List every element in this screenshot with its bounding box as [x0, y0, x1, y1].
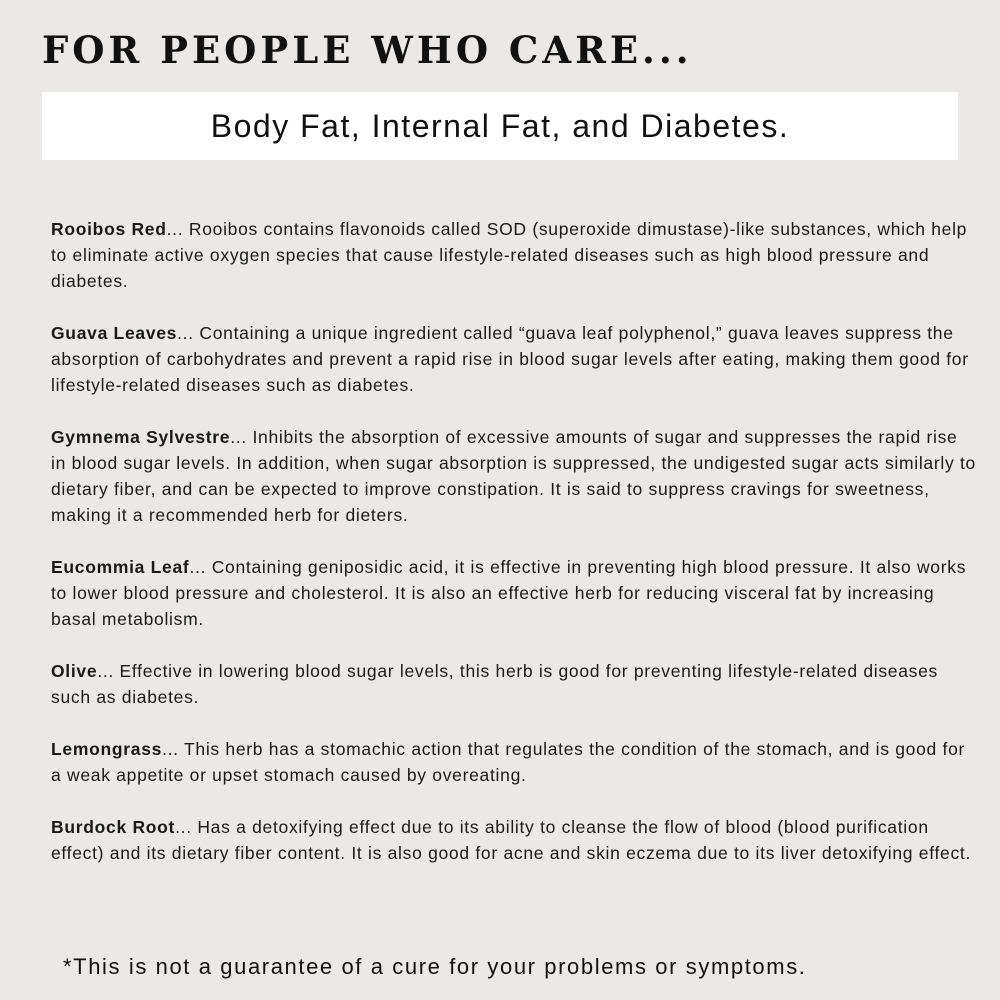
herb-entry-olive: [51, 658, 976, 710]
herb-name: Guava Leaves: [51, 323, 178, 343]
herb-description: ... Inhibits the absorption of excessive amounts of sugar and suppresses the rapid rise in blood sugar levels. In addition, when sugar absorption is suppressed, the undigested sugar acts similarly to dietary fiber, and can be expected to improve constipation. It is said to suppress cravings for sweetness, making it a recommended herb for dieters.: [51, 427, 976, 525]
herb-entry-lemongrass: [51, 736, 976, 788]
herb-entry-burdock-root: [51, 814, 976, 866]
herb-list: [51, 216, 976, 892]
herb-description: ... Rooibos contains flavonoids called SOD (superoxide dimustase)-like substances, which help to eliminate active oxygen species that cause lifestyle-related diseases such as high blood pressure and diabetes.: [51, 219, 968, 291]
herb-description: ... This herb has a stomachic action that regulates the condition of the stomach, and is good for a weak appetite or upset stomach caused by overeating.: [51, 739, 966, 785]
herb-name: Burdock Root: [51, 817, 176, 837]
herb-description: ... Containing a unique ingredient called “guava leaf polyphenol,” guava leaves suppress the absorption of carbohydrates and prevent a rapid rise in blood sugar levels after eating, making them good for lifestyle-related diseases such as diabetes.: [51, 323, 969, 395]
herb-description: ... Containing geniposidic acid, it is effective in preventing high blood pressure. It also works to lower blood pressure and cholesterol. It is also an effective herb for reducing visceral fat by increasing basal metabolism.: [51, 557, 967, 629]
topic-banner-text: Body Fat, Internal Fat, and Diabetes.: [210, 107, 790, 144]
disclaimer-footnote: *This is not a guarantee of a cure for your problems or symptoms.: [63, 954, 807, 979]
herb-name: Gymnema Sylvestre: [51, 427, 231, 447]
herb-name: Rooibos Red: [51, 219, 167, 239]
herb-entry-rooibos-red: [51, 216, 976, 294]
herb-entry-eucommia-leaf: [51, 554, 976, 632]
topic-banner: [42, 92, 958, 160]
herb-description: ... Effective in lowering blood sugar levels, this herb is good for preventing lifestyle-related diseases such as diabetes.: [51, 661, 938, 707]
herb-description: ... Has a detoxifying effect due to its ability to cleanse the flow of blood (blood purification effect) and its dietary fiber content. It is also good for acne and skin eczema due to its liver detoxifying effect.: [51, 817, 972, 863]
herb-name: Lemongrass: [51, 739, 163, 759]
herb-entry-gymnema-sylvestre: [51, 424, 976, 528]
herb-name: Eucommia Leaf: [51, 557, 190, 577]
herb-name: Olive: [51, 661, 98, 681]
page-headline: FOR PEOPLE WHO CARE...: [42, 28, 693, 72]
herb-entry-guava-leaves: [51, 320, 976, 398]
